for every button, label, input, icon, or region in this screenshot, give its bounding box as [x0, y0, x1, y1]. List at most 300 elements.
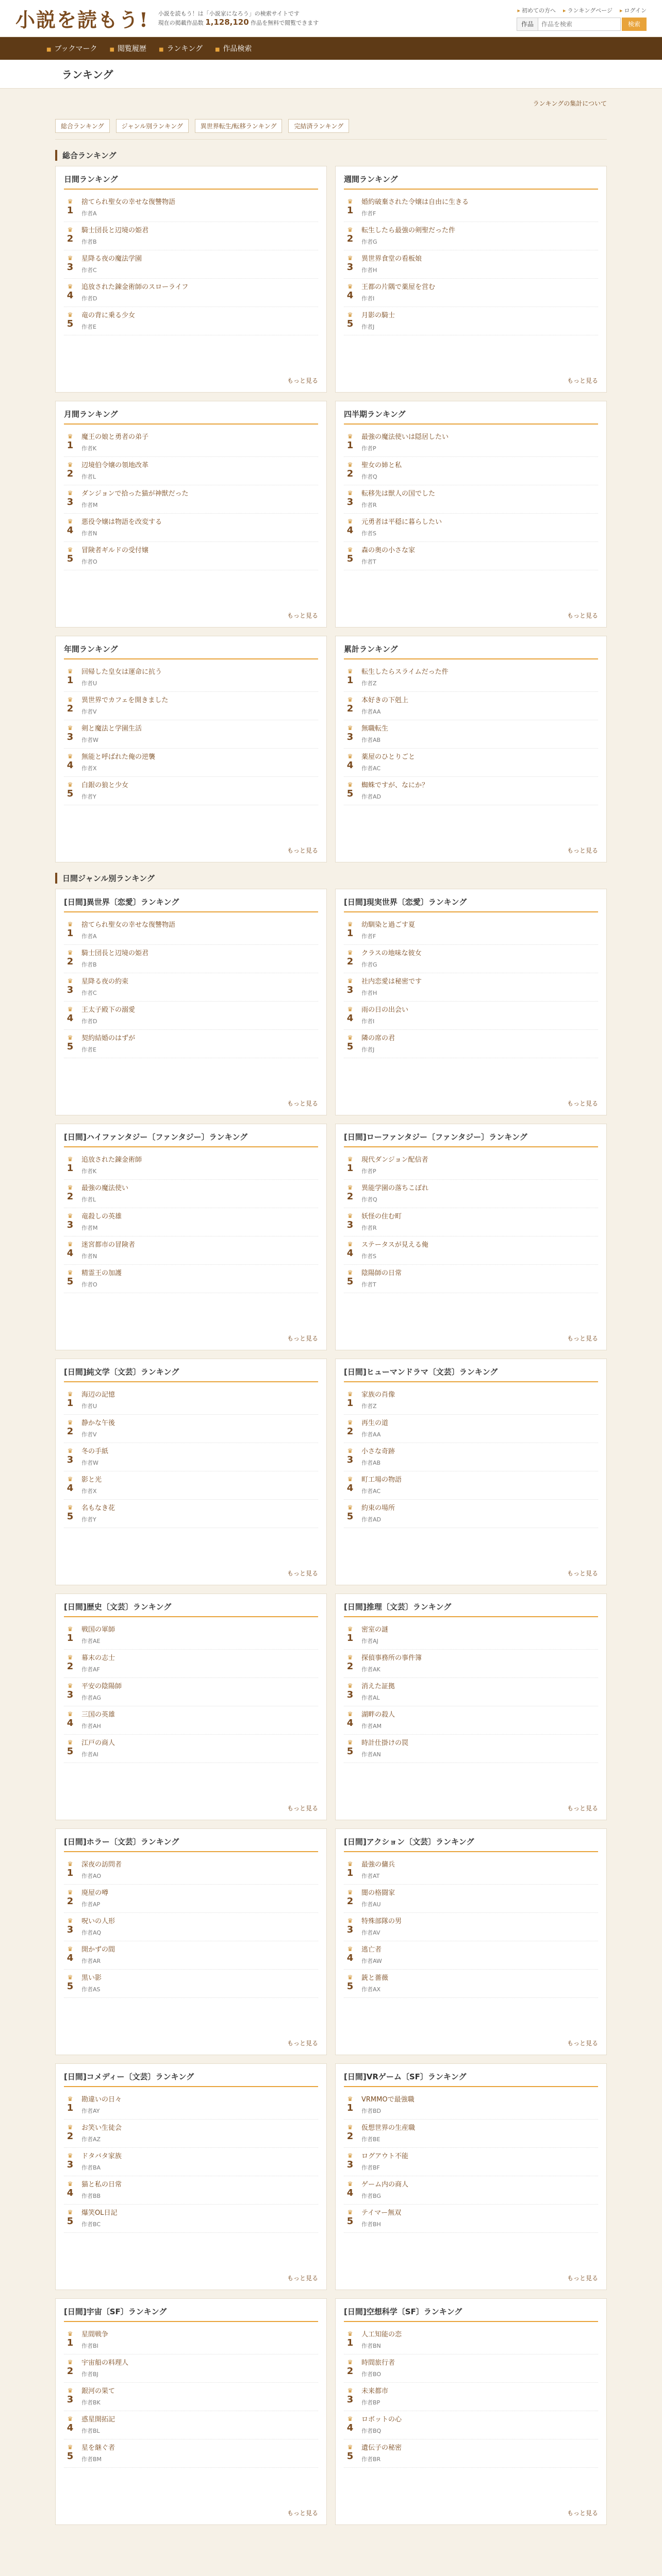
more-link[interactable]: もっと見る: [287, 1570, 318, 1577]
work-author[interactable]: 作者L: [81, 1196, 96, 1203]
work-author[interactable]: 作者AH: [81, 1723, 101, 1730]
work-title-link[interactable]: 無職転生: [361, 725, 389, 733]
work-title-link[interactable]: 元勇者は平穏に暮らしたい: [361, 518, 442, 526]
work-author[interactable]: 作者A: [81, 933, 97, 940]
work-author[interactable]: 作者AT: [361, 1873, 380, 1879]
more-link[interactable]: もっと見る: [287, 377, 318, 384]
work-title-link[interactable]: 最強の傭兵: [361, 1861, 395, 1869]
work-author[interactable]: 作者B: [81, 961, 97, 968]
subnav-completed[interactable]: 完結済ランキング: [288, 119, 349, 133]
work-author[interactable]: 作者BB: [81, 2193, 101, 2199]
ranking-entry: [64, 692, 318, 720]
ranking-entry: [344, 485, 598, 514]
work-title-link[interactable]: 時間旅行者: [361, 2359, 395, 2367]
search-input[interactable]: [538, 18, 621, 31]
work-author[interactable]: 作者AB: [361, 1460, 381, 1466]
work-title-link[interactable]: 現代ダンジョン配信者: [361, 1156, 428, 1164]
work-author[interactable]: 作者AP: [81, 1901, 101, 1908]
work-author[interactable]: 作者BH: [361, 2221, 381, 2228]
crown-icon: ♛: [347, 1184, 353, 1191]
work-author[interactable]: 作者M: [81, 502, 98, 509]
work-title-link[interactable]: 三国の英雄: [81, 1711, 115, 1719]
work-author[interactable]: 作者BL: [81, 2428, 100, 2434]
work-title-link[interactable]: ダンジョンで拾った猫が神獣だった: [81, 490, 189, 498]
work-title-link[interactable]: 約束の場所: [361, 1504, 395, 1512]
more-link[interactable]: もっと見る: [287, 847, 318, 854]
rank-number: ♛ 2: [344, 1184, 356, 1204]
work-title-link[interactable]: 静かな午後: [81, 1419, 115, 1427]
work-title-link[interactable]: 捨てられ聖女の幸せな復讐物語: [81, 921, 176, 929]
work-author[interactable]: 作者D: [81, 295, 97, 302]
crown-icon: ♛: [67, 781, 73, 788]
work-title-link[interactable]: 勘違いの日々: [81, 2096, 122, 2104]
work-author[interactable]: 作者AK: [361, 1666, 380, 1673]
work-title-link[interactable]: 小さな奇跡: [361, 1448, 395, 1455]
work-title-link[interactable]: 人工知能の恋: [361, 2331, 402, 2338]
work-author[interactable]: 作者BO: [361, 2371, 382, 2378]
rank-number: ♛ 1: [64, 2330, 76, 2350]
link-beginner[interactable]: ▸ 初めての方へ: [518, 6, 556, 14]
work-title-link[interactable]: 深夜の訪問者: [81, 1861, 122, 1869]
crown-icon: ♛: [67, 1034, 73, 1041]
work-author[interactable]: 作者U: [81, 680, 97, 687]
crown-icon: ♛: [67, 1739, 73, 1746]
work-title-link[interactable]: 宇宙船の料理人: [81, 2359, 129, 2367]
crown-icon: ♛: [67, 1625, 73, 1633]
work-author[interactable]: 作者BM: [81, 2456, 102, 2463]
work-title-link[interactable]: 転生したら最強の剣聖だった件: [361, 227, 456, 234]
work-title-link[interactable]: 密室の謎: [361, 1626, 389, 1634]
work-title-link[interactable]: 異能学園の落ちこぼれ: [361, 1184, 429, 1192]
work-author[interactable]: 作者G: [361, 961, 377, 968]
work-title-link[interactable]: 転生したらスライムだった件: [361, 668, 449, 676]
work-author[interactable]: 作者E: [81, 324, 96, 330]
more-link[interactable]: もっと見る: [287, 1335, 318, 1342]
work-title-link[interactable]: 時計仕掛けの罠: [361, 1739, 409, 1747]
work-title-link[interactable]: 婚約破棄された令嬢は自由に生きる: [361, 198, 469, 206]
nav-search[interactable]: ■ 作品検索: [215, 43, 252, 54]
ranking-entry: [64, 222, 318, 250]
more-link[interactable]: もっと見る: [567, 1805, 598, 1812]
more-link[interactable]: もっと見る: [567, 2510, 598, 2517]
crown-icon: ♛: [67, 668, 73, 675]
work-author[interactable]: 作者AF: [81, 1666, 100, 1673]
work-title-link[interactable]: 海辺の記憶: [81, 1391, 115, 1399]
work-title-link[interactable]: 妖怪の住む町: [361, 1213, 402, 1221]
site-tagline: [158, 9, 319, 27]
work-title-link[interactable]: 猫と私の日常: [81, 2181, 122, 2189]
work-title-link[interactable]: 銀河の果て: [81, 2387, 115, 2395]
work-author[interactable]: 作者B: [81, 239, 97, 245]
work-title-link[interactable]: 剣と魔法と学園生活: [81, 725, 142, 733]
work-title-link[interactable]: 王太子殿下の溺愛: [81, 1006, 136, 1014]
work-author[interactable]: 作者E: [81, 1046, 96, 1053]
work-author[interactable]: 作者Q: [361, 473, 377, 480]
link-login[interactable]: ▸ ログイン: [620, 6, 647, 14]
work-author[interactable]: 作者AC: [361, 1488, 381, 1495]
work-author[interactable]: 作者R: [361, 502, 377, 509]
more-link[interactable]: もっと見る: [567, 1335, 598, 1342]
nav-history[interactable]: ■ 閲覧履歴: [109, 43, 146, 54]
work-title-link[interactable]: 悪役令嬢は物語を改変する: [81, 518, 162, 526]
work-title-link[interactable]: 最強の魔法使いは隠居したい: [361, 433, 449, 441]
work-author[interactable]: 作者O: [81, 558, 97, 565]
ranking-card-title: [日間]宇宙〔SF〕ランキング: [64, 2306, 318, 2322]
work-title-link[interactable]: 回帰した皇女は運命に抗う: [81, 668, 162, 676]
work-title-link[interactable]: 星間戦争: [81, 2331, 109, 2338]
work-author[interactable]: 作者N: [81, 1253, 97, 1260]
crown-icon: ♛: [347, 255, 353, 262]
search-button[interactable]: 検索: [622, 18, 647, 31]
more-link[interactable]: もっと見る: [567, 847, 598, 854]
work-author[interactable]: 作者F: [361, 210, 376, 217]
work-title-link[interactable]: 騎士団長と辺境の姫君: [81, 227, 149, 234]
work-author[interactable]: 作者AS: [81, 1986, 101, 1993]
work-author[interactable]: 作者AD: [361, 1516, 381, 1523]
work-title-link[interactable]: 冒険者ギルドの受付嬢: [81, 547, 148, 554]
ranking-entry: [64, 194, 318, 222]
work-title-link[interactable]: 本好きの下剋上: [361, 697, 409, 704]
crown-icon: ♛: [347, 226, 353, 233]
work-title-link[interactable]: 辺境伯令嬢の領地改革: [81, 462, 149, 469]
site-logo[interactable]: 小説を読もう!: [15, 8, 149, 31]
work-author[interactable]: 作者U: [81, 1403, 97, 1410]
subnav-genre[interactable]: ジャンル別ランキング: [116, 119, 189, 133]
work-author[interactable]: 作者Q: [361, 1196, 377, 1203]
link-ranking-page[interactable]: ▸ ランキングページ: [563, 6, 613, 14]
work-title-link[interactable]: 追放された錬金術師のスローライフ: [81, 283, 189, 291]
work-author[interactable]: 作者R: [361, 1225, 377, 1231]
work-title-link[interactable]: 惑星開拓記: [81, 2416, 115, 2424]
more-link[interactable]: もっと見る: [567, 612, 598, 619]
ranking-card: [335, 1359, 607, 1585]
crown-icon: ♛: [347, 1241, 353, 1248]
more-link[interactable]: もっと見る: [287, 2040, 318, 2047]
work-title-link[interactable]: ステータスが見える俺: [361, 1241, 428, 1249]
ranking-card: [55, 889, 327, 1115]
work-title-link[interactable]: 迷宮都市の冒険者: [81, 1241, 136, 1249]
work-title-link[interactable]: 王都の片隅で薬屋を営む: [361, 283, 436, 291]
work-title-link[interactable]: 未来都市: [361, 2387, 389, 2395]
work-author[interactable]: 作者AM: [361, 1723, 382, 1730]
work-author[interactable]: 作者AG: [81, 1694, 101, 1701]
subnav-overall[interactable]: 総合ランキング: [55, 119, 110, 133]
work-author[interactable]: 作者T: [361, 558, 376, 565]
work-author[interactable]: 作者V: [81, 708, 97, 715]
crown-icon: ♛: [67, 2415, 73, 2422]
work-title-link[interactable]: 竜の背に乗る少女: [81, 312, 136, 319]
work-title-link[interactable]: 異世界でカフェを開きました: [81, 697, 169, 704]
work-title-link[interactable]: 再生の道: [361, 1419, 389, 1427]
ranking-entry: [344, 1471, 598, 1500]
subnav-isekai[interactable]: 異世界転生/転移ランキング: [195, 119, 283, 133]
ranking-entry: [64, 1913, 318, 1941]
ranking-entry: [344, 749, 598, 777]
rank-number: ♛ 5: [344, 2209, 356, 2228]
work-title-link[interactable]: 家族の肖像: [361, 1391, 395, 1399]
work-title-link[interactable]: クラスの地味な彼女: [361, 950, 422, 957]
work-title-link[interactable]: 追放された錬金術師: [81, 1156, 142, 1164]
work-author[interactable]: 作者I: [361, 295, 375, 302]
work-author[interactable]: 作者L: [81, 473, 96, 480]
work-title-link[interactable]: 探偵事務所の事件簿: [361, 1654, 422, 1662]
crown-icon: ♛: [347, 1889, 353, 1896]
ranking-info-link[interactable]: ランキングの集計について: [533, 100, 607, 107]
work-title-link[interactable]: お笑い生徒会: [81, 2124, 122, 2132]
work-author[interactable]: 作者Z: [361, 1403, 377, 1410]
work-author[interactable]: 作者BC: [81, 2221, 101, 2228]
work-author[interactable]: 作者AB: [361, 737, 381, 743]
work-title-link[interactable]: 竜殺しの英雄: [81, 1213, 122, 1221]
crown-icon: ♛: [347, 949, 353, 956]
more-link[interactable]: もっと見る: [567, 2275, 598, 2282]
work-title-link[interactable]: 冬の手紙: [81, 1448, 109, 1455]
work-author[interactable]: 作者H: [361, 990, 377, 996]
work-author[interactable]: 作者AY: [81, 2108, 100, 2114]
work-author[interactable]: 作者BJ: [81, 2371, 98, 2378]
work-title-link[interactable]: 江戸の商人: [81, 1739, 115, 1747]
work-author[interactable]: 作者X: [81, 1488, 97, 1495]
work-title-link[interactable]: 幕末の志士: [81, 1654, 115, 1662]
ranking-card-title: [日間]推理〔文芸〕ランキング: [344, 1601, 598, 1617]
work-author[interactable]: 作者AO: [81, 1873, 101, 1879]
work-author[interactable]: 作者BE: [361, 2136, 380, 2143]
work-title-link[interactable]: 影と光: [81, 1476, 102, 1484]
work-author[interactable]: 作者AA: [361, 708, 381, 715]
work-author[interactable]: 作者D: [81, 1018, 97, 1025]
work-title-link[interactable]: 星降る夜の約束: [81, 978, 129, 986]
more-link[interactable]: もっと見る: [287, 1805, 318, 1812]
work-author[interactable]: 作者BP: [361, 2399, 380, 2406]
work-author[interactable]: 作者W: [81, 1460, 98, 1466]
crown-icon: ♛: [347, 546, 353, 553]
work-title-link[interactable]: 契約結婚のはずが: [81, 1035, 136, 1042]
crown-icon: ♛: [347, 1391, 353, 1398]
crown-icon: ♛: [347, 2124, 353, 2131]
work-title-link[interactable]: 薬屋のひとりごと: [361, 753, 416, 761]
more-link[interactable]: もっと見る: [287, 2275, 318, 2282]
work-author[interactable]: 作者Y: [81, 1516, 96, 1523]
nav-ranking[interactable]: ■ ランキング: [159, 43, 203, 54]
section-title: 日間ジャンル別ランキング: [55, 873, 607, 884]
crown-icon: ♛: [347, 2180, 353, 2188]
work-author[interactable]: 作者BG: [361, 2193, 381, 2199]
work-author[interactable]: 作者BF: [361, 2164, 380, 2171]
rank-number: ♛ 3: [64, 2152, 76, 2172]
work-title-link[interactable]: 騎士団長と辺境の姫君: [81, 950, 149, 957]
work-title-link[interactable]: 月影の騎士: [361, 312, 395, 319]
work-author[interactable]: 作者BR: [361, 2456, 381, 2463]
work-author[interactable]: 作者AU: [361, 1901, 381, 1908]
work-author[interactable]: 作者S: [361, 530, 376, 537]
work-title-link[interactable]: 最強の魔法使い: [81, 1184, 129, 1192]
work-title-link[interactable]: 遺伝子の秘密: [361, 2444, 402, 2452]
work-author[interactable]: 作者AW: [361, 1958, 382, 1964]
search-type-select[interactable]: 作品: [517, 18, 538, 31]
work-author[interactable]: 作者W: [81, 737, 98, 743]
crown-icon: ♛: [347, 1860, 353, 1868]
ranking-card-title: [日間]ヒューマンドラマ〔文芸〕ランキング: [344, 1366, 598, 1382]
rank-number: ♛ 5: [64, 2444, 76, 2463]
work-author[interactable]: 作者AV: [361, 1929, 380, 1936]
work-author[interactable]: 作者AI: [81, 1751, 98, 1758]
crown-icon: ♛: [67, 2387, 73, 2394]
work-title-link[interactable]: 戦国の軍師: [81, 1626, 115, 1634]
work-author[interactable]: 作者J: [361, 324, 375, 330]
work-title-link[interactable]: 逃亡者: [361, 1946, 382, 1954]
work-author[interactable]: 作者O: [81, 1281, 97, 1288]
work-author[interactable]: 作者Z: [361, 680, 377, 687]
work-title-link[interactable]: 銃と薔薇: [361, 1974, 389, 1982]
work-author[interactable]: 作者AC: [361, 765, 381, 772]
work-title-link[interactable]: 名もなき花: [81, 1504, 115, 1512]
work-author[interactable]: 作者AQ: [81, 1929, 101, 1936]
work-title-link[interactable]: 白銀の狼と少女: [81, 782, 129, 789]
work-author[interactable]: 作者BD: [361, 2108, 382, 2114]
user-links: [518, 6, 647, 14]
work-author[interactable]: 作者P: [361, 1168, 376, 1175]
work-title-link[interactable]: ロボットの心: [361, 2416, 402, 2424]
work-title-link[interactable]: 隣の席の君: [361, 1035, 395, 1042]
work-author[interactable]: 作者K: [81, 1168, 97, 1175]
work-title-link[interactable]: 平安の陰陽師: [81, 1683, 122, 1690]
rank-number: ♛ 3: [64, 724, 76, 744]
work-title-link[interactable]: VRMMOで最強職: [361, 2096, 415, 2104]
work-author[interactable]: 作者BK: [81, 2399, 101, 2406]
work-title-link[interactable]: 蜘蛛ですが、なにか？: [361, 782, 429, 789]
work-title-link[interactable]: 陰陽師の日常: [361, 1269, 402, 1277]
work-title-link[interactable]: 異世界食堂の看板娘: [361, 255, 422, 263]
work-title-link[interactable]: テイマー無双: [361, 2209, 402, 2217]
more-link[interactable]: もっと見る: [567, 377, 598, 384]
ranking-entry: [344, 1030, 598, 1058]
work-title-link[interactable]: 特殊部隊の男: [361, 1918, 402, 1925]
more-link[interactable]: もっと見る: [287, 1100, 318, 1107]
work-title-link[interactable]: 町工場の物語: [361, 1476, 402, 1484]
more-link[interactable]: もっと見る: [567, 2040, 598, 2047]
work-title-link[interactable]: 無能と呼ばれた俺の逆襲: [81, 753, 156, 761]
more-link[interactable]: もっと見る: [287, 2510, 318, 2517]
crown-icon: ♛: [67, 696, 73, 703]
rank-number: ♛ 1: [64, 1391, 76, 1410]
work-author[interactable]: 作者AA: [361, 1431, 381, 1438]
work-title-link[interactable]: ログアウト不能: [361, 2153, 409, 2160]
work-author[interactable]: 作者P: [361, 445, 376, 452]
work-author[interactable]: 作者AD: [361, 793, 381, 800]
work-title-link[interactable]: 廃屋の噂: [81, 1889, 109, 1897]
work-title-link[interactable]: 精霊王の加護: [81, 1269, 122, 1277]
work-title-link[interactable]: 仮想世界の生産職: [361, 2124, 416, 2132]
rank-number: ♛ 2: [64, 2124, 76, 2143]
work-author[interactable]: 作者Y: [81, 793, 96, 800]
work-author[interactable]: 作者AN: [361, 1751, 381, 1758]
work-title-link[interactable]: 幼馴染と過ごす夏: [361, 921, 416, 929]
work-author[interactable]: 作者AR: [81, 1958, 101, 1964]
work-title-link[interactable]: 星降る夜の魔法学園: [81, 255, 142, 263]
crown-icon: ♛: [67, 1447, 73, 1454]
work-title-link[interactable]: 社内恋愛は秘密です: [361, 978, 422, 986]
work-author[interactable]: 作者BN: [361, 2343, 381, 2349]
work-author[interactable]: 作者N: [81, 530, 97, 537]
work-title-link[interactable]: 爆笑OL日記: [81, 2209, 118, 2217]
work-author[interactable]: 作者S: [361, 1253, 376, 1260]
work-author[interactable]: 作者BA: [81, 2164, 101, 2171]
ranking-card: [55, 2298, 327, 2525]
ranking-entry: [344, 1500, 598, 1528]
rank-number: ♛ 2: [344, 1654, 356, 1673]
rank-number: ♛ 3: [344, 489, 356, 509]
work-author[interactable]: 作者C: [81, 990, 97, 996]
crown-icon: ♛: [347, 1212, 353, 1219]
work-author[interactable]: 作者J: [361, 1046, 375, 1053]
ranking-entry: [64, 1500, 318, 1528]
work-author[interactable]: 作者BQ: [361, 2428, 382, 2434]
work-title-link[interactable]: 呪いの人形: [81, 1918, 115, 1925]
nav-bookmark[interactable]: ■ ブックマーク: [46, 43, 97, 54]
work-author[interactable]: 作者AL: [361, 1694, 380, 1701]
work-author[interactable]: 作者AZ: [81, 2136, 101, 2143]
rank-number: ♛ 3: [344, 2152, 356, 2172]
ranking-entry: [64, 2176, 318, 2205]
rank-number: ♛ 5: [344, 311, 356, 331]
work-title-link[interactable]: 転移先は獣人の国でした: [361, 490, 436, 498]
work-author[interactable]: 作者V: [81, 1431, 97, 1438]
work-title-link[interactable]: 魔王の娘と勇者の弟子: [81, 433, 149, 441]
work-author[interactable]: 作者C: [81, 267, 97, 274]
work-author[interactable]: 作者BI: [81, 2343, 98, 2349]
more-link[interactable]: もっと見る: [567, 1570, 598, 1577]
work-author[interactable]: 作者AX: [361, 1986, 381, 1993]
ranking-entry: [64, 1415, 318, 1443]
more-link[interactable]: もっと見る: [287, 612, 318, 619]
work-author[interactable]: 作者I: [361, 1018, 375, 1025]
work-author[interactable]: 作者H: [361, 267, 377, 274]
work-author[interactable]: 作者T: [361, 1281, 376, 1288]
work-title-link[interactable]: 闇の格闘家: [361, 1889, 395, 1897]
work-title-link[interactable]: ゲーム内の商人: [361, 2181, 409, 2189]
work-author[interactable]: 作者A: [81, 210, 97, 217]
crown-icon: ♛: [67, 2180, 73, 2188]
work-title-link[interactable]: 森の奥の小さな家: [361, 547, 416, 554]
more-link[interactable]: もっと見る: [567, 1100, 598, 1107]
work-title-link[interactable]: 開かずの間: [81, 1946, 115, 1954]
crown-icon: ♛: [67, 724, 73, 732]
work-title-link[interactable]: 捨てられ聖女の幸せな復讐物語: [81, 198, 176, 206]
ranking-entry: [344, 1386, 598, 1415]
work-title-link[interactable]: 消えた証拠: [361, 1683, 395, 1690]
work-author[interactable]: 作者G: [361, 239, 377, 245]
work-author[interactable]: 作者F: [361, 933, 376, 940]
work-title-link[interactable]: ドタバタ家族: [81, 2153, 122, 2160]
work-title-link[interactable]: 星を継ぐ者: [81, 2444, 115, 2452]
work-author[interactable]: 作者K: [81, 445, 97, 452]
work-title-link[interactable]: 湖畔の殺人: [361, 1711, 395, 1719]
work-author[interactable]: 作者AJ: [361, 1638, 378, 1645]
ranking-entry: [64, 457, 318, 485]
work-author[interactable]: 作者M: [81, 1225, 98, 1231]
work-title-link[interactable]: 聖女の姉と私: [361, 462, 402, 469]
work-author[interactable]: 作者AE: [81, 1638, 101, 1645]
ranking-entry: [64, 1265, 318, 1293]
crown-icon: ♛: [347, 489, 353, 497]
ranking-entry: [64, 2354, 318, 2383]
ranking-subnav: [55, 113, 607, 140]
crown-icon: ♛: [67, 1682, 73, 1689]
work-author[interactable]: 作者X: [81, 765, 97, 772]
work-title-link[interactable]: 雨の日の出会い: [361, 1006, 409, 1014]
work-title-link[interactable]: 黒い影: [81, 1974, 102, 1982]
crown-icon: ♛: [67, 255, 73, 262]
